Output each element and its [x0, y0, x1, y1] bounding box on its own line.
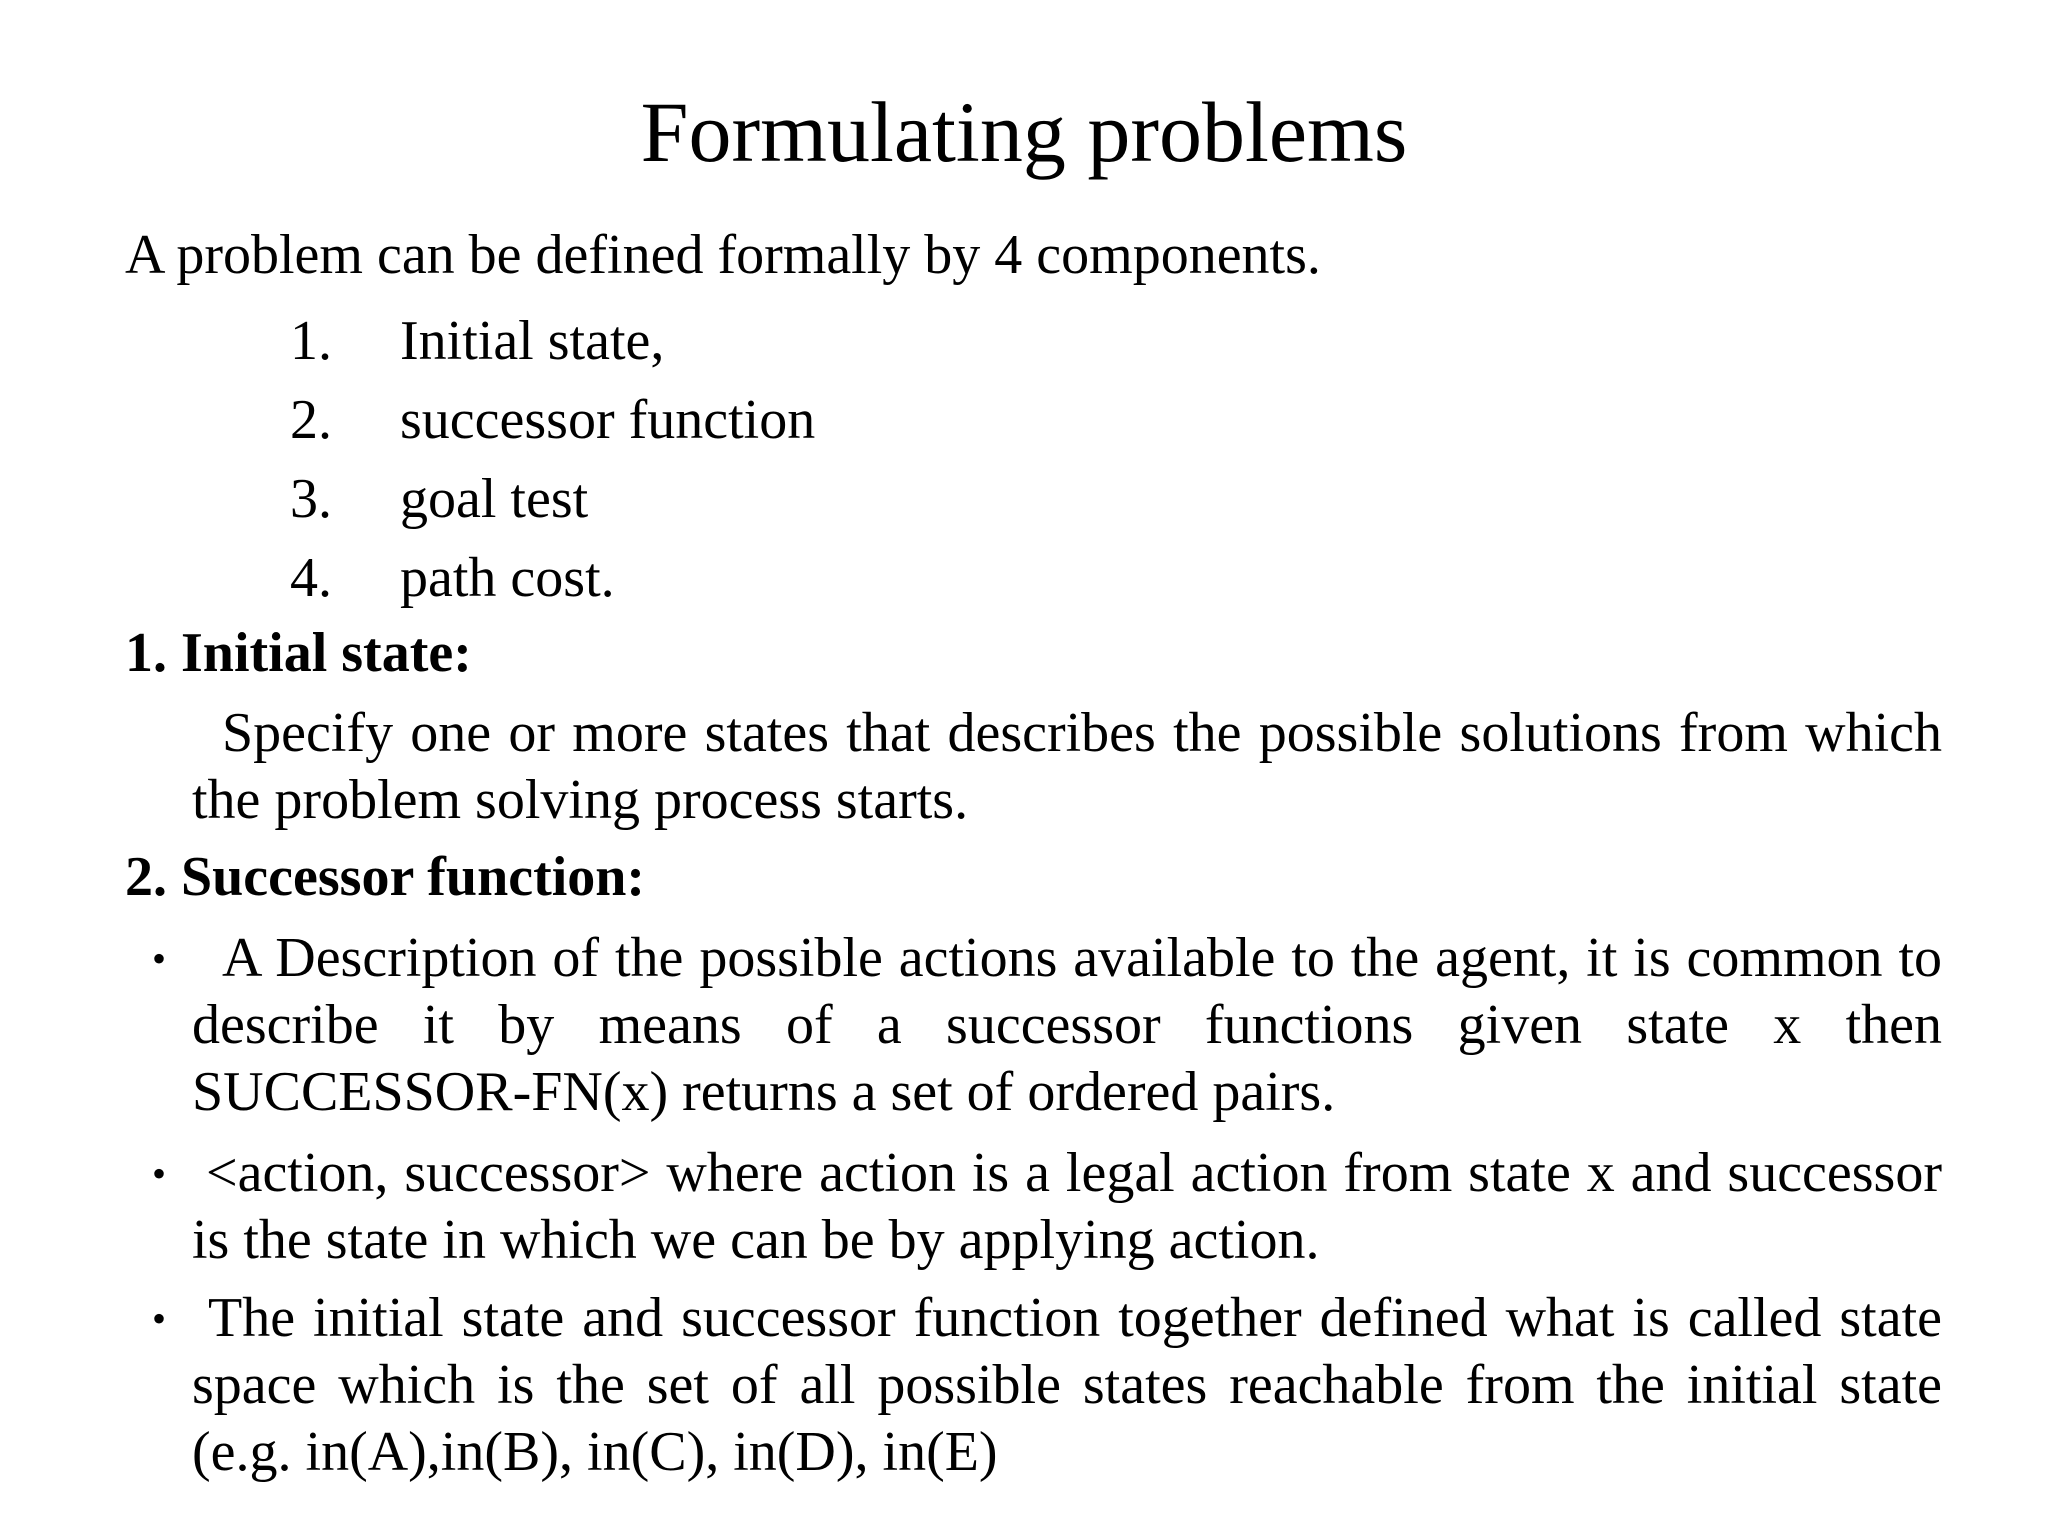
list-item — [290, 381, 815, 460]
bullet-icon: • — [152, 1296, 167, 1341]
slide-title: Formulating problems — [640, 84, 1408, 180]
section-heading-successor-function: 2. Successor function: — [125, 846, 646, 908]
list-item-text: Initial state, — [400, 310, 665, 372]
bullet-icon: • — [152, 936, 167, 981]
initial-state-text: Specify one or more states that describes the possible solutions from which the problem solving process starts. — [192, 702, 1942, 831]
list-item-number: 1. — [290, 310, 332, 372]
section-heading-initial-state: 1. Initial state: — [125, 622, 472, 684]
list-item-text: successor function — [400, 389, 816, 451]
initial-state-description — [192, 700, 1942, 834]
list-item-number: 3. — [290, 468, 332, 530]
bullet-icon: • — [152, 1151, 167, 1196]
list-item-text: goal test — [400, 468, 589, 530]
components-list — [290, 302, 815, 618]
bullet-item — [152, 1285, 1942, 1486]
list-item-number: 4. — [290, 547, 332, 609]
bullet-item — [152, 925, 1942, 1126]
bullet-text: <action, successor> where action is a legal action from state x and successor is the state in which we can be by applying action. — [192, 1142, 1942, 1271]
bullet-item — [152, 1140, 1942, 1274]
list-item-number: 2. — [290, 389, 332, 451]
list-item-text: path cost. — [400, 547, 615, 609]
list-item — [290, 302, 815, 381]
bullet-text: The initial state and successor function together defined what is called state space which is the set of all possible states reachable from the initial state (e.g. in(A),in(B), in(C), in(D), in(E) — [192, 1287, 1942, 1483]
list-item — [290, 539, 815, 618]
bullet-text: A Description of the possible actions available to the agent, it is common to describe it by means of a successor functions given state x then SUCCESSOR-FN(x) returns a set of ordered pairs. — [192, 927, 1942, 1123]
intro-text: A problem can be defined formally by 4 components. — [125, 224, 1321, 286]
list-item — [290, 460, 815, 539]
